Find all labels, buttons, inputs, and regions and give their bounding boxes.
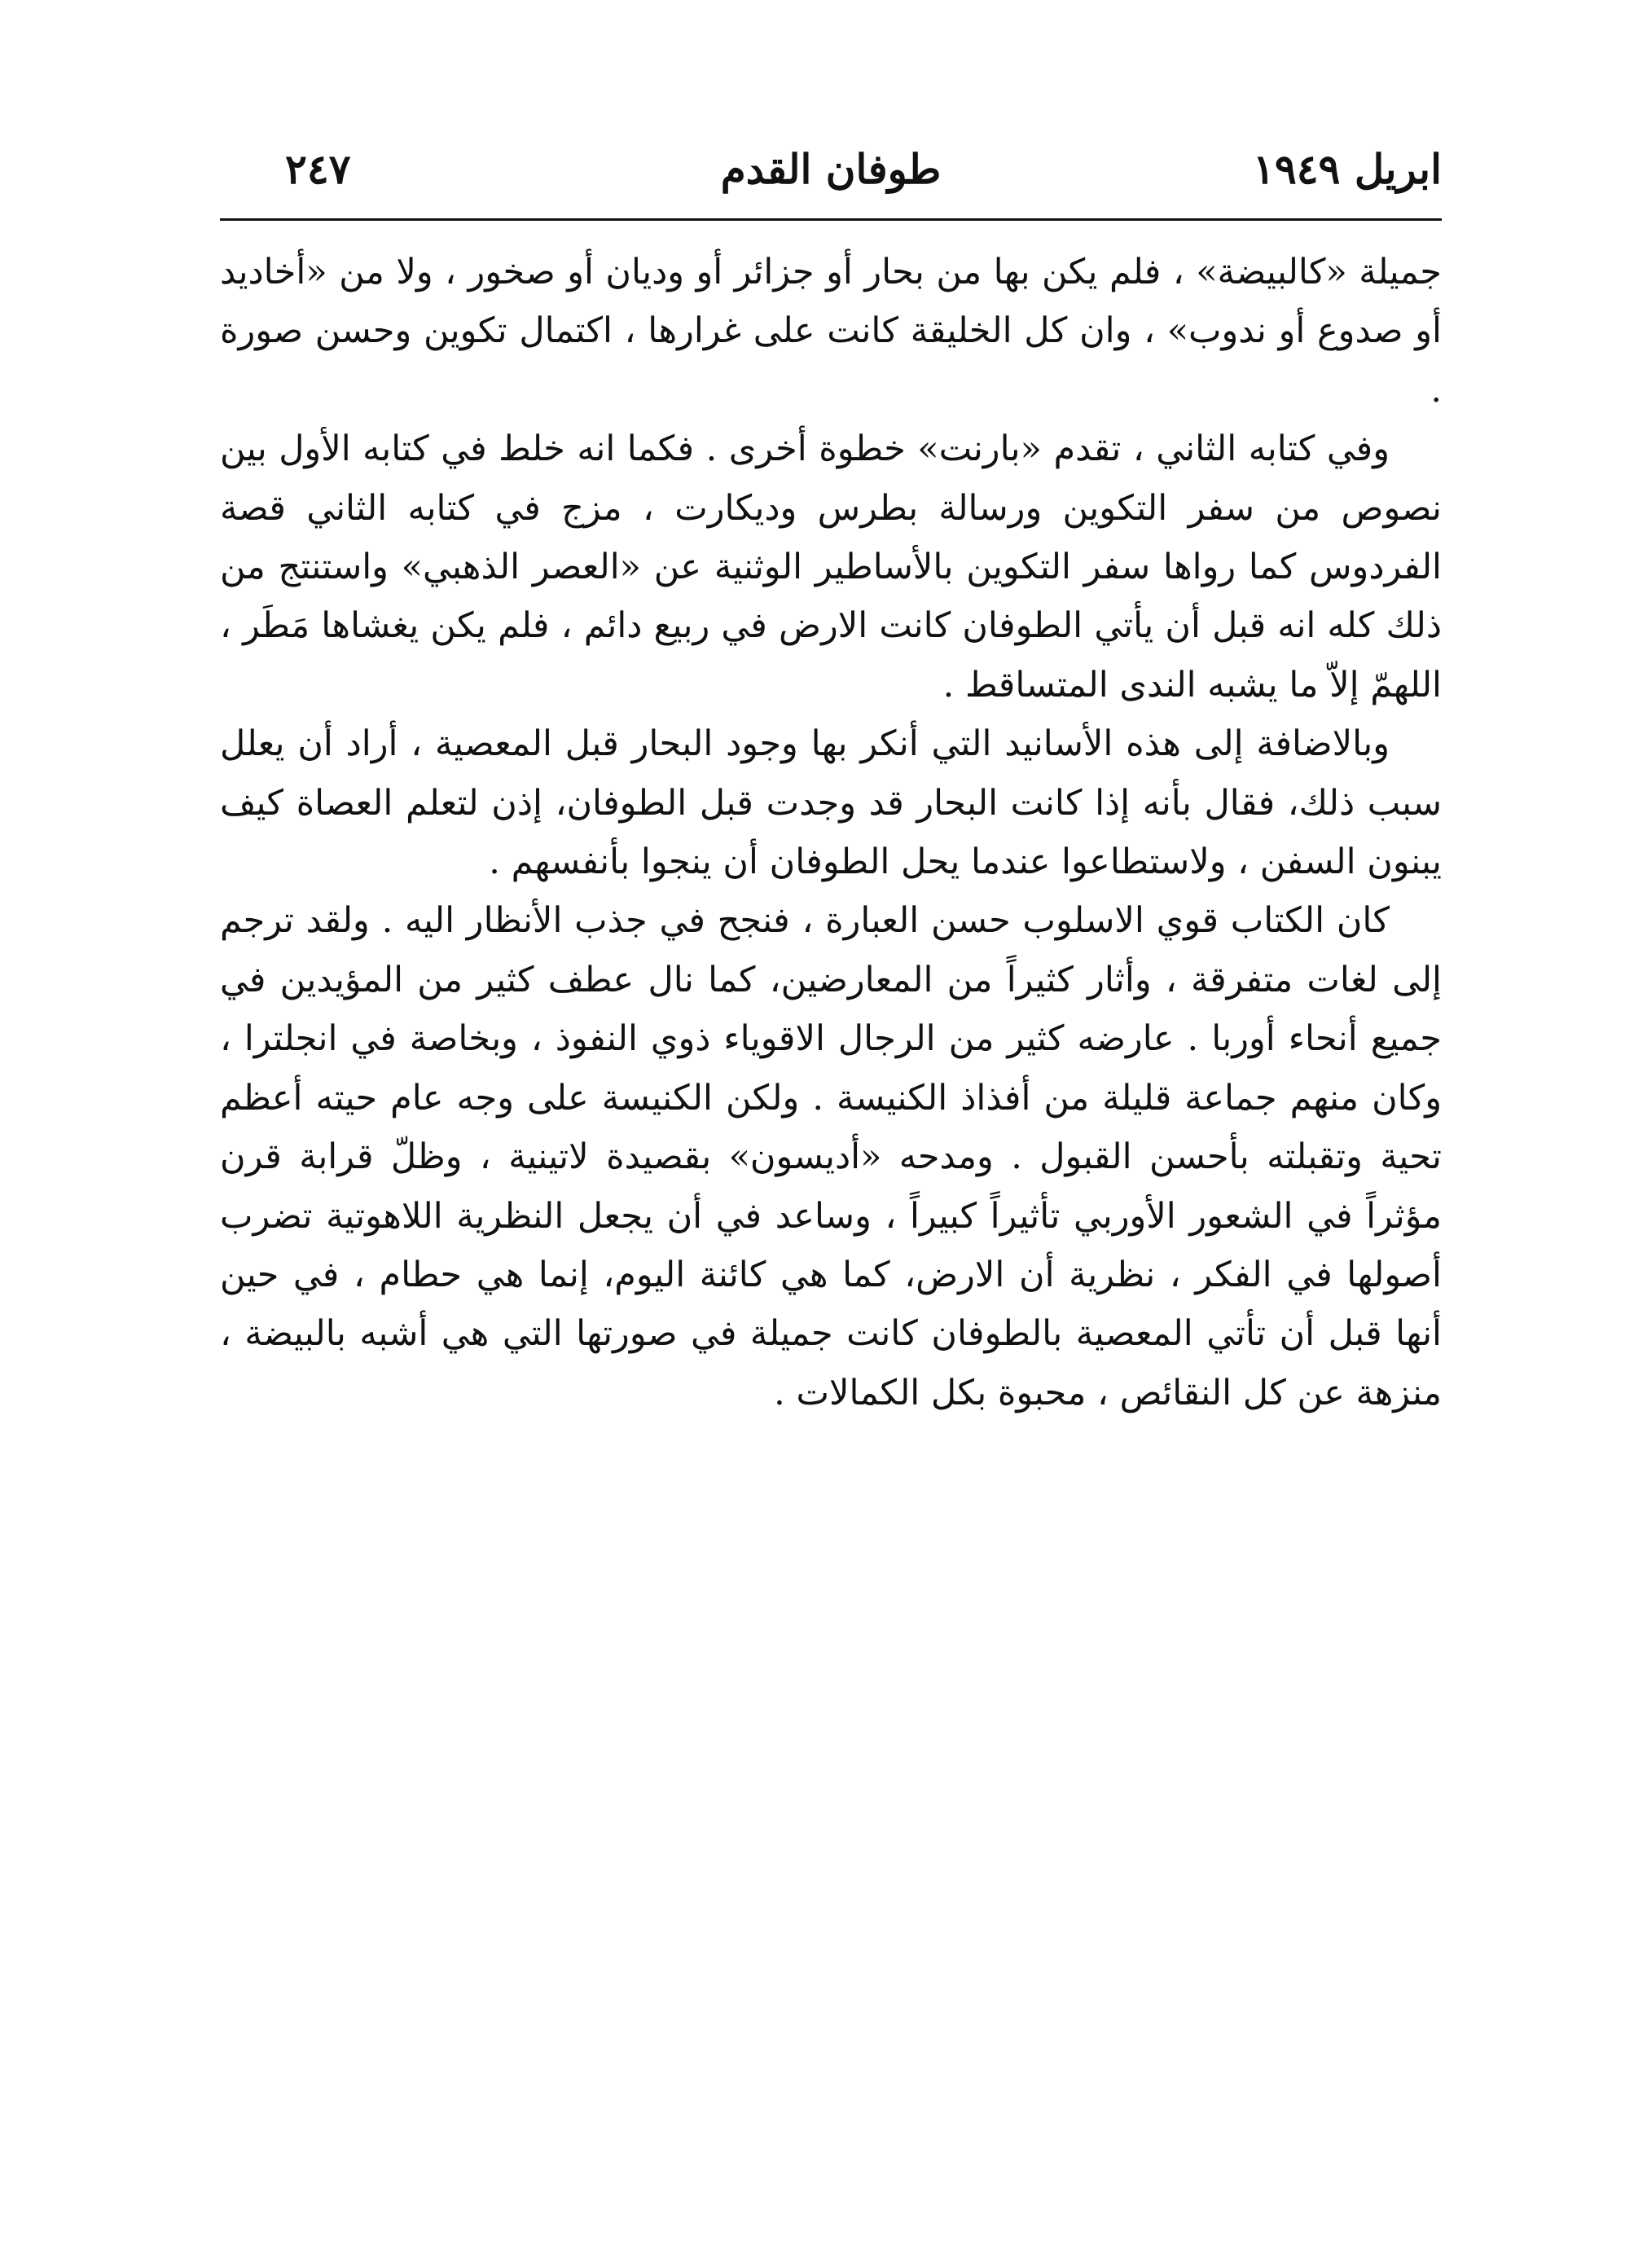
header-rule	[220, 218, 1442, 221]
page-number: ٢٤٧	[285, 145, 351, 193]
header-date: ابريل ١٩٤٩	[1252, 145, 1442, 193]
body-text	[220, 243, 1442, 1422]
paragraph: جميلة «كالبيضة» ، فلم يكن بها من بحار أو جزائر أو وديان أو صخور ، ولا من «أخاديد أو صدوع أو ندوب» ، وان كل الخليقة كانت على غرارها ، اكتمال تكوين وحسن صورة .	[220, 252, 1442, 411]
paragraph: كان الكتاب قوي الاسلوب حسن العبارة ، فنجح في جذب الأنظار اليه . ولقد ترجم إلى لغات متفرقة ، وأثار كثيراً من المعارضين، كما نال عطف كثير من المؤيدين في جميع أنحاء أوربا . عارضه كثير من الرجال الاقوياء ذوي النفوذ ، وبخاصة في انجلترا ، وكان منهم جماعة قليلة من أفذاذ الكنيسة . ولكن الكنيسة على وجه عام حيته أعظم تحية وتقبلته بأحسن القبول . ومدحه «أديسون» بقصيدة لاتينية ، وظلّ قرابة قرن مؤثراً في الشعور الأوربي تأثيراً كبيراً ، وساعد في أن يجعل النظرية اللاهوتية تضرب أصولها في الفكر ، نظرية أن الارض، كما هي كائنة اليوم، إنما هي حطام ، في حين أنها قبل أن تأتي المعصية بالطوفان كانت جميلة في صورتها التي هي أشبه بالبيضة ، منزهة عن كل النقائص ، محبوة بكل الكمالات .	[220, 900, 1442, 1413]
paragraph: وبالاضافة إلى هذه الأسانيد التي أنكر بها وجود البحار قبل المعصية ، أراد أن يعلل سبب ذلك، فقال بأنه إذا كانت البحار قد وجدت قبل الطوفان، إذن لتعلم العصاة كيف يبنون السفن ، ولاستطاعوا عندما يحل الطوفان أن ينجوا بأنفسهم .	[220, 723, 1442, 883]
paragraph: وفي كتابه الثاني ، تقدم «بارنت» خطوة أخرى . فكما انه خلط في كتابه الأول بين نصوص من سفر التكوين ورسالة بطرس وديكارت ، مزج في كتابه الثاني قصة الفردوس كما رواها سفر التكوين بالأساطير الوثنية عن «العصر الذهبي» واستنتج من ذلك كله انه قبل أن يأتي الطوفان كانت الارض في ربيع دائم ، فلم يكن يغشاها مَطَر ، اللهمّ إلاّ ما يشبه الندى المتساقط .	[220, 429, 1442, 705]
header-title: طوفان القدم	[720, 145, 942, 193]
running-header	[220, 137, 1442, 202]
